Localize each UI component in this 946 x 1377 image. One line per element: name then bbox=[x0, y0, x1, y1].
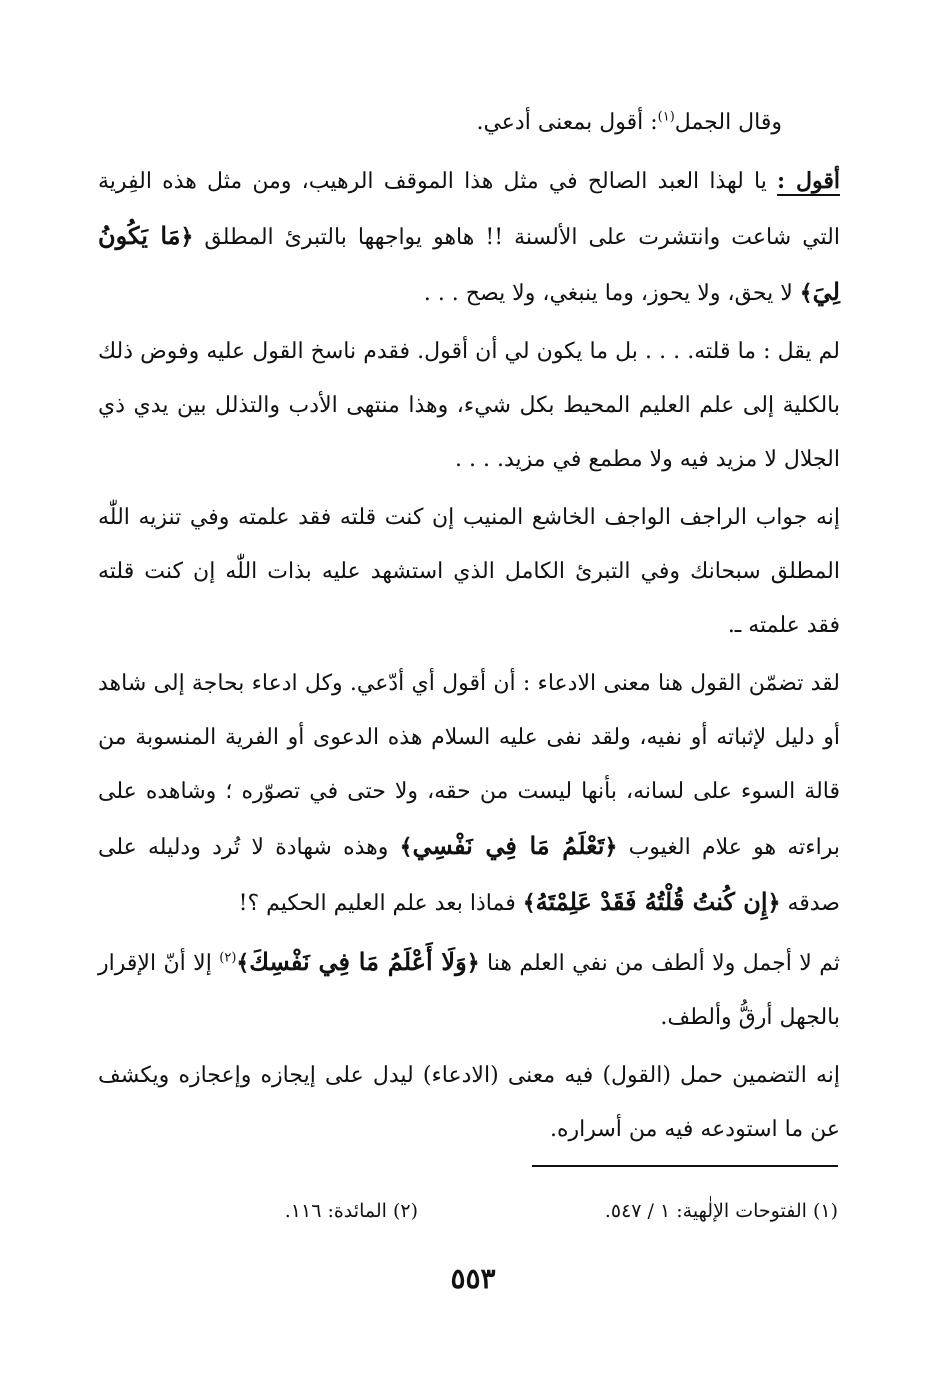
paragraph-text: فماذا بعد علم العليم الحكيم ؟! bbox=[238, 891, 523, 916]
paragraph-7 bbox=[98, 1049, 840, 1157]
quran-bracket-close: ﴾ bbox=[522, 890, 536, 916]
paragraph-text: لا يحق، ولا يحوز، وما ينبغي، ولا يصح . . . bbox=[423, 281, 800, 306]
paragraph-text: إنه التضمين حمل (القول) فيه معنى (الادعاء) ليدل على إيجازه وإعجازه ويكشف عن ما استودعه فيه من أسراره. bbox=[98, 1063, 840, 1142]
paragraph-text: إنه جواب الراجف الواجف الخاشع المنيب إن كنت قلته فقد علمته وفي تنزيه اللّٰه المطلق سبحانك وفي التبرئ الكامل الذي استشهد عليه بذات اللّٰه إن كنت قلته فقد علمته ـ. bbox=[98, 505, 840, 638]
footnote-ref-2: (٢) bbox=[219, 950, 237, 966]
keyword-aqul: أقول : bbox=[777, 168, 840, 194]
page-number: ٥٥٣ bbox=[450, 1262, 496, 1295]
paragraph-text: لقد تضمّن القول هنا معنى الادعاء : أن أقول أي أدّعي. وكل ادعاء بحاجة إلى شاهد أو دليل لإثباته أو نفيه، ولقد نفى عليه السلام هذه الدعوى أو الفرية المنسوبة من قالة السوء على لسانه، بأنها ليست من حقه، ولا حتى في تصوّره ؛ وشاهده على براءته هو علام الغيوب bbox=[98, 671, 840, 860]
paragraph-text: لم يقل : ما قلته. . . . بل ما يكون لي أن أقول. فقدم ناسخ القول عليه وفوض ذلك بالكلية إلى علم العليم المحيط بكل شيء، وهذا منتهى الأدب والتذلل بين يدي ذي الجلال لا مزيد فيه ولا مطمع في مزيد. . . . bbox=[98, 339, 840, 472]
quran-bracket-open: ﴿ bbox=[604, 834, 618, 860]
paragraph-text: ثم لا أجمل ولا ألطف من نفي العلم هنا bbox=[479, 951, 840, 976]
paragraph-3 bbox=[98, 325, 840, 487]
quran-bracket-open: ﴿ bbox=[767, 890, 781, 916]
paragraph-text: إلا أنّ الإقرار بالجهل أرقُّ وألطف. bbox=[98, 951, 840, 1030]
footnote-ref-1: (١) bbox=[657, 109, 675, 125]
paragraph-2 bbox=[98, 154, 840, 321]
footnote-separator bbox=[532, 1165, 838, 1167]
quran-bracket-close: ﴾ bbox=[799, 280, 813, 306]
paragraph-6 bbox=[98, 935, 840, 1045]
footnote-2: (٢) المائدة: ١١٦. bbox=[284, 1200, 418, 1222]
quran-bracket-open: ﴿ bbox=[466, 950, 480, 976]
paragraph-text: : أقول بمعنى أدعي. bbox=[476, 110, 658, 135]
paragraph-1 bbox=[98, 96, 840, 150]
quran-bracket-close: ﴾ bbox=[236, 950, 250, 976]
paragraph-text: وقال الجمل bbox=[674, 110, 782, 135]
quran-verse: تَعْلَمُ مَا فِي نَفْسِي bbox=[412, 831, 605, 860]
quran-verse: إِن كُنتُ قُلْتُهُ فَقَدْ عَلِمْتَهُ bbox=[535, 887, 768, 916]
paragraph-5 bbox=[98, 657, 840, 931]
paragraph-4 bbox=[98, 491, 840, 653]
quran-bracket-close: ﴾ bbox=[399, 834, 413, 860]
paragraph-text: يا لهذا العبد الصالح في مثل هذا الموقف الرهيب، ومن مثل هذه الفِرية التي شاعت وانتشرت على الألسنة !! هاهو يواجهها بالتبرئ المطلق bbox=[98, 169, 840, 250]
quran-verse: وَلَا أَعْلَمُ مَا فِي نَفْسِكَ bbox=[249, 947, 467, 976]
footnote-1: (١) الفتوحات الإلٰهية: ١ / ٥٤٧. bbox=[604, 1200, 838, 1222]
quran-verse: مَا يَكُونُ لِيَ bbox=[98, 221, 840, 306]
quran-bracket-open: ﴿ bbox=[180, 224, 194, 250]
paragraph-text: وهذه شهادة لا تُرد ودليله على صدقه bbox=[98, 835, 840, 916]
body-text bbox=[98, 96, 840, 1157]
